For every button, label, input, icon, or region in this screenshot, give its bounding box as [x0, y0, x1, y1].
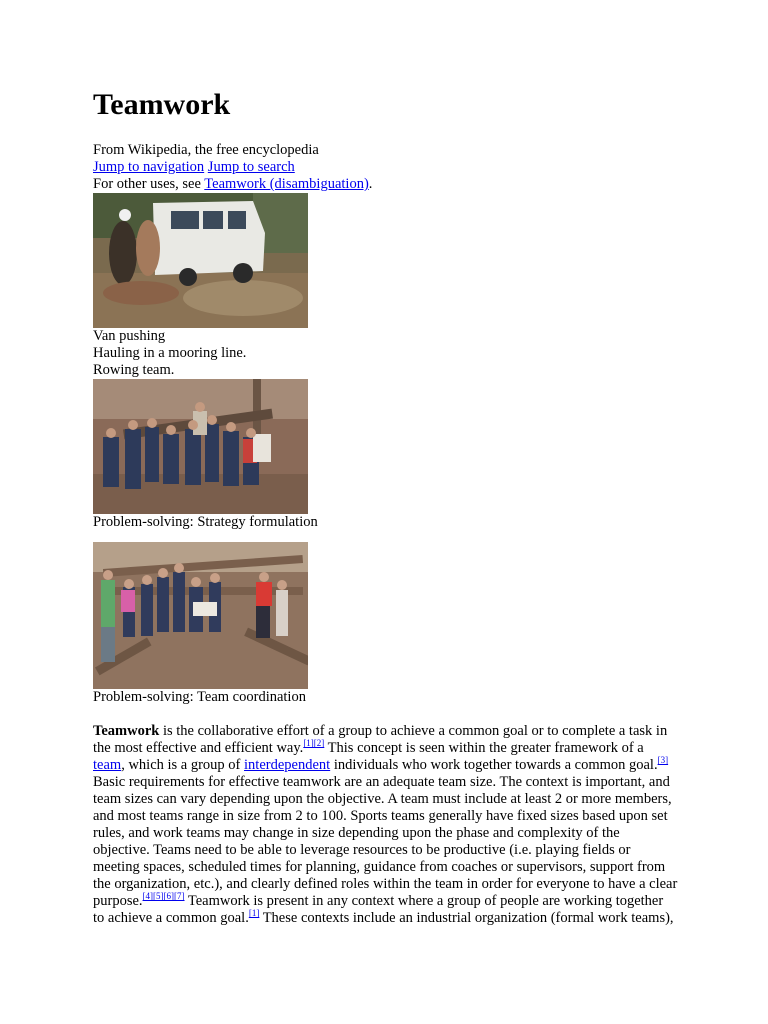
article-content	[93, 88, 678, 927]
tagline: From Wikipedia, the free encyclopedia	[93, 142, 319, 158]
caption-coordination: Problem-solving: Team coordination	[93, 689, 306, 705]
strategy-formulation-image[interactable]	[93, 379, 308, 514]
page-title: Teamwork	[93, 88, 231, 121]
citation-3[interactable]: [3]	[657, 755, 669, 765]
team-coordination-image[interactable]	[93, 542, 308, 689]
jump-to-navigation-link[interactable]: Jump to navigation	[93, 159, 205, 175]
team-link[interactable]: team	[93, 757, 122, 773]
intro-paragraph	[93, 723, 678, 927]
disambiguation-link[interactable]: Teamwork (disambiguation)	[204, 176, 369, 192]
jump-to-search-link[interactable]: Jump to search	[207, 159, 295, 175]
caption-rowing: Rowing team.	[93, 362, 175, 378]
citation-1[interactable]: [1]	[248, 908, 260, 918]
caption-van-pushing: Van pushing	[93, 328, 166, 344]
hatnote	[93, 176, 678, 193]
jump-links	[93, 159, 678, 176]
para-text-3: , which is a group of	[121, 757, 245, 773]
para-text-5: Basic requirements for effective teamwork are an adequate team size. The context is important, and team sizes can vary depending upon the objective. A team must include at least 2 or more members, and most teams range in size from 2 to 100. Sports teams generally have fixed sizes based upon set rules, and work teams may change in size depending upon the phase and complexity of the objective. Teams need to be able to leverage resources to be productive (i.e. playing fields or meeting spaces, scheduled times for planning, guidance from coaches or supervisors, support from the organization, etc.), and clearly defined roles within the team in order for everyone to have a clear purpose.	[93, 774, 678, 909]
para-text-2: This concept is seen within the greater framework of a	[324, 740, 644, 756]
hatnote-prefix: For other uses, see	[93, 176, 205, 192]
hatnote-suffix: .	[368, 176, 373, 192]
van-pushing-image[interactable]	[93, 193, 308, 328]
para-text-1: is the collaborative effort of a group to achieve a common goal or to complete a task in the most effective and efficient way.	[93, 723, 668, 756]
citation-1-2[interactable]: [1][2]	[303, 738, 325, 748]
bold-term: Teamwork	[93, 723, 160, 739]
caption-hauling: Hauling in a mooring line.	[93, 345, 247, 361]
para-text-6: Teamwork is present in any context where a group of people are working together to achieve a common goal.	[93, 893, 664, 926]
interdependent-link[interactable]: interdependent	[244, 757, 331, 773]
para-text-4: individuals who work together towards a common goal.	[330, 757, 658, 773]
citation-4-7[interactable]: [4][5][6][7]	[142, 891, 185, 901]
caption-strategy: Problem-solving: Strategy formulation	[93, 514, 318, 530]
para-text-7: These contexts include an industrial organization (formal work teams),	[259, 910, 674, 926]
